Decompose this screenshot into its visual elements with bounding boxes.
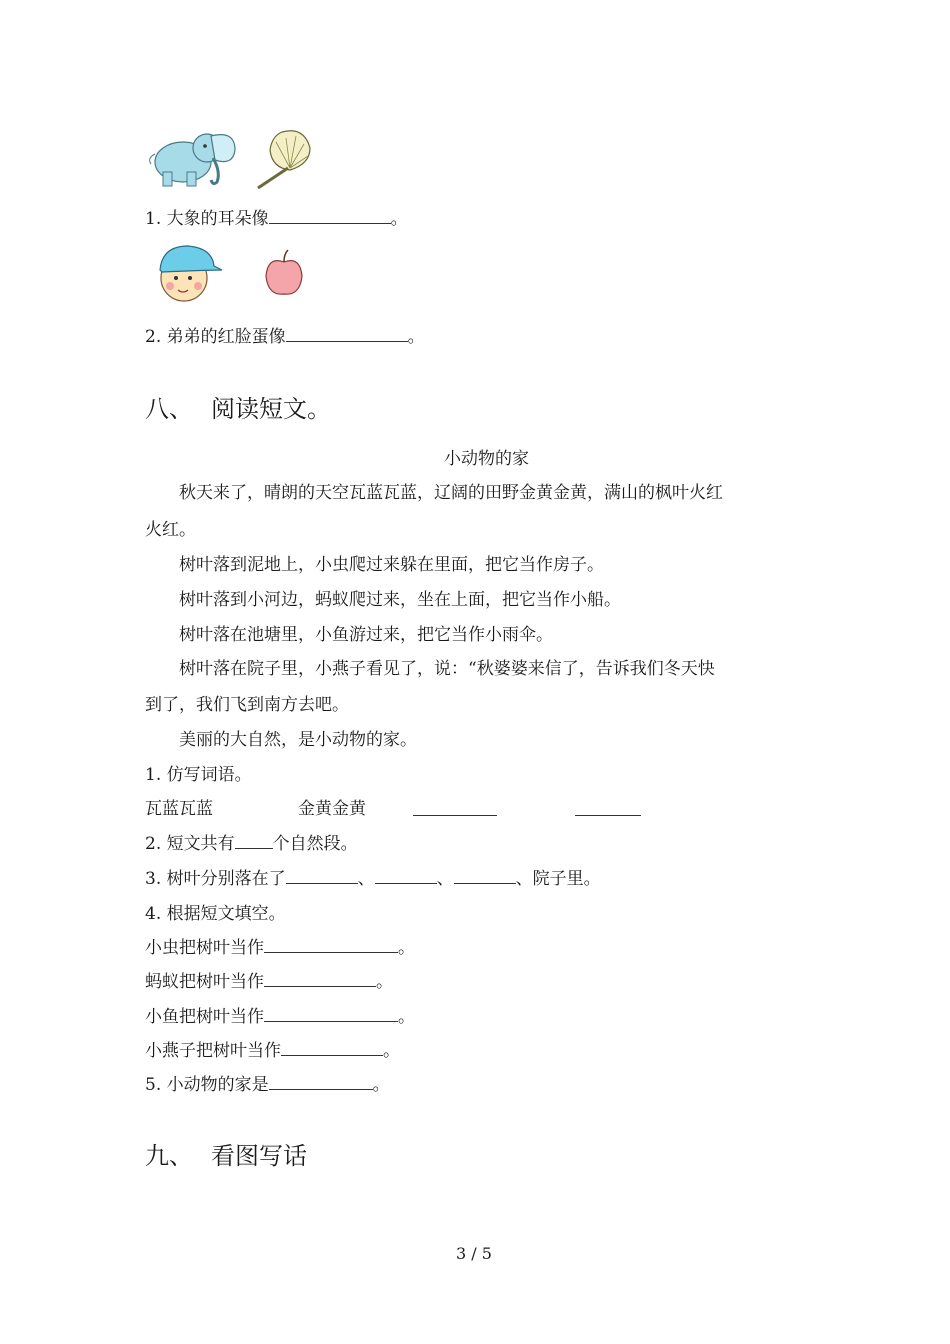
example-word-2: 金黄金黄 [298, 799, 366, 819]
answer-blank[interactable] [235, 833, 273, 849]
fill-line-swallow: 小燕子把树叶当作 。 [145, 1041, 400, 1061]
question-4-label: 4. 根据短文填空。 [145, 904, 286, 924]
section-9-heading: 九、 看图写话 [145, 1142, 307, 1170]
question-1-label: 1. 仿写词语。 [145, 765, 252, 785]
paragraph-4: 树叶落在池塘里，小鱼游过来，把它当作小雨伞。 [179, 625, 553, 645]
answer-blank[interactable] [286, 868, 358, 884]
fan-illustration [252, 124, 316, 190]
fill-line-ant: 蚂蚁把树叶当作 。 [145, 972, 393, 992]
paragraph-2: 树叶落到泥地上，小虫爬过来躲在里面，把它当作房子。 [179, 555, 604, 575]
answer-blank[interactable] [375, 868, 437, 884]
answer-blank[interactable] [264, 971, 376, 987]
answer-blank[interactable] [413, 815, 497, 816]
answer-blank[interactable] [264, 937, 398, 953]
paragraph-3: 树叶落到小河边，蚂蚁爬过来，坐在上面，把它当作小船。 [179, 590, 621, 610]
question-2-cheeks: 2. 弟弟的红脸蛋像 。 [145, 327, 425, 347]
paragraph-6: 美丽的大自然，是小动物的家。 [179, 730, 417, 750]
article-title: 小动物的家 [444, 449, 529, 469]
answer-blank[interactable] [264, 1006, 398, 1022]
paragraph-1-line-1: 秋天来了，晴朗的天空瓦蓝瓦蓝，辽阔的田野金黄金黄，满山的枫叶火红 [179, 483, 723, 503]
answer-blank[interactable] [269, 208, 391, 224]
boy-face-illustration [148, 240, 226, 304]
question-3-leaves-fell: 3. 树叶分别落在了 、 、 、院子里。 [145, 869, 601, 889]
example-word-1: 瓦蓝瓦蓝 [145, 799, 213, 819]
paragraph-5-line-2: 到了，我们飞到南方去吧。 [145, 695, 349, 715]
question-2-paragraph-count: 2. 短文共有 个自然段。 [145, 834, 358, 854]
elephant-illustration [143, 124, 239, 190]
page-number: 3 / 5 [456, 1244, 492, 1263]
paragraph-1-line-2: 火红。 [145, 520, 196, 540]
apple-illustration [262, 248, 306, 300]
answer-blank[interactable] [281, 1040, 383, 1056]
question-1-ears: 1. 大象的耳朵像 。 [145, 209, 408, 229]
answer-blank[interactable] [575, 815, 641, 816]
fill-line-fish: 小鱼把树叶当作 。 [145, 1007, 415, 1027]
section-8-heading: 八、 阅读短文。 [145, 395, 331, 423]
answer-blank[interactable] [286, 326, 408, 342]
fill-line-bug: 小虫把树叶当作 。 [145, 938, 415, 958]
answer-blank[interactable] [454, 868, 516, 884]
question-5-animal-home: 5. 小动物的家是 。 [145, 1075, 390, 1095]
paragraph-5-line-1: 树叶落在院子里，小燕子看见了，说：“秋婆婆来信了，告诉我们冬天快 [179, 659, 715, 679]
answer-blank[interactable] [269, 1074, 373, 1090]
